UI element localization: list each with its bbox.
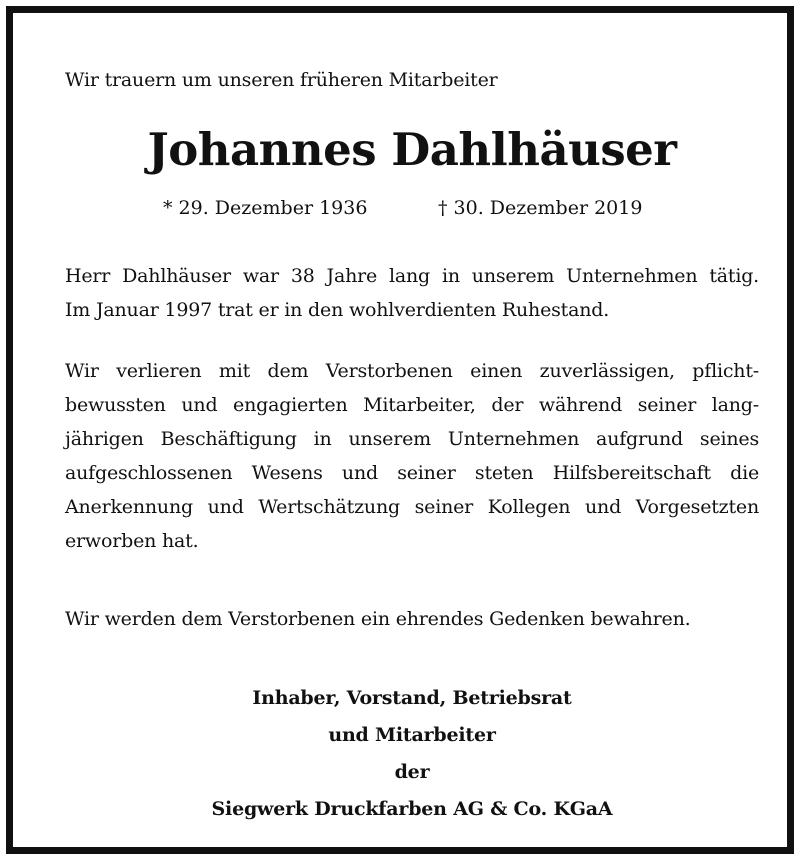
signatory-line: der	[394, 761, 430, 783]
paragraph-line: erworben hat.	[65, 530, 199, 552]
paragraph-line: Wir verlieren mit dem Verstorbenen einen zuverlässigen, pflicht-	[65, 360, 759, 382]
signatory-line: und Mitarbeiter	[328, 724, 496, 746]
paragraph-line: Herr Dahlhäuser war 38 Jahre lang in unserem Unternehmen tätig.	[65, 265, 759, 287]
intro-text: Wir trauern um unseren früheren Mitarbeiter	[65, 69, 498, 91]
paragraph-remembrance	[65, 602, 759, 636]
death-date: † 30. Dezember 2019	[438, 197, 643, 219]
paragraph-line: Anerkennung und Wertschätzung seiner Kollegen und Vorgesetzten	[65, 496, 759, 518]
deceased-name: Johannes Dahlhäuser	[147, 123, 677, 176]
obituary-border	[6, 6, 794, 854]
paragraph-career	[65, 259, 759, 327]
company-name: Siegwerk Druckfarben AG & Co. KGaA	[211, 798, 613, 820]
signatory-line: Inhaber, Vorstand, Betriebsrat	[252, 687, 572, 709]
paragraph-line: Wir werden dem Verstorbenen ein ehrendes Gedenken bewahren.	[65, 608, 691, 630]
paragraph-line: jährigen Beschäftigung in unserem Unternehmen aufgrund seines	[65, 428, 759, 450]
birth-date: * 29. Dezember 1936	[163, 197, 368, 219]
signatories	[65, 680, 759, 828]
paragraph-line: bewussten und engagierten Mitarbeiter, der während seiner lang-	[65, 394, 759, 416]
paragraph-line: Im Januar 1997 trat er in den wohlverdienten Ruhestand.	[65, 299, 610, 321]
paragraph-tribute	[65, 354, 759, 558]
paragraph-line: aufgeschlossenen Wesens und seiner steten Hilfsbereitschaft die	[65, 462, 759, 484]
